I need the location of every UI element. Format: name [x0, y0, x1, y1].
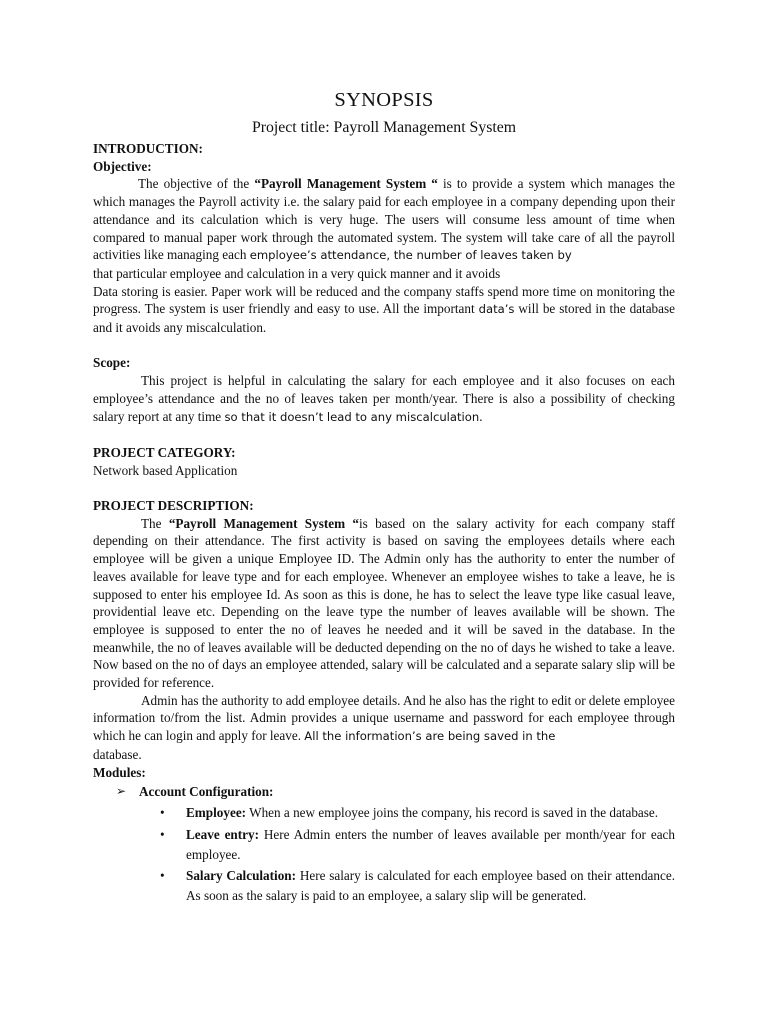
module-text: Here salary is calculated for each employee based on their attendance. As soon as the salary is paid to an employee, a salary slip will be generated.	[186, 868, 675, 904]
bullet-dot-icon: •	[160, 804, 165, 820]
module-text: When a new employee joins the company, his record is saved in the database.	[246, 804, 659, 820]
spacer	[93, 479, 675, 497]
arrow-bullet-icon: ➢	[116, 784, 127, 799]
objective-heading: Objective:	[93, 158, 152, 174]
category-heading: PROJECT CATEGORY:	[93, 444, 236, 460]
module-label: Salary Calculation:	[186, 868, 297, 884]
document-title: SYNOPSIS	[334, 89, 434, 111]
objective-system-name: “Payroll Management System “	[254, 176, 438, 192]
list-item	[93, 825, 675, 865]
module-label: Leave entry:	[186, 826, 259, 842]
objective-text-rest: is to provide a system which manages the which manages the Payroll activity i.e. the salary paid for each employee in a company depending upon their attendance and its calculation which is very huge. The users will consume less amount of time when compared to manual paper work through the automated system. The system will take care of all the payroll activities like managing each	[93, 176, 675, 263]
objective-text-start: The objective of the	[138, 176, 255, 192]
description-text-rest: is based on the salary activity for each company staff depending on their attendance. The first activity is based on saving the employees details where each employee will be given a unique Employee ID. The Admin only has the authority to enter the number of leaves available for leave type and for each employee. Whenever an employee wishes to take a leave, he is supposed to enter his employee Id. As soon as this is done, he has to select the leave type like casual leave, providential leave etc. Depending on the leave type the number of leaves available will be shown. The employee is supposed to enter the no of leaves he needed and it will be saved in the database. In the meanwhile, the no of leaves available will be deducted depending on the no of days he wished to take a leave. Now based on the no of days an employee attended, salary will be calculated and a separate salary slip will be provided for reference.	[93, 515, 675, 691]
objective-paragraph	[93, 175, 675, 265]
scope-text-sans: so that it doesn’t lead to any miscalculation	[224, 409, 480, 424]
spacer	[93, 337, 675, 355]
description-text-start: The	[141, 515, 169, 531]
list-item	[93, 866, 675, 906]
admin-paragraph-end: database.	[93, 746, 142, 762]
scope-text: This project is helpful in calculating the salary for each employee and it also focuses on each employee’s attendance and the no of leaves taken per month/year. There is also a possibility of checking salary report at any time	[93, 373, 675, 424]
data-storing-text: Data storing is easier. Paper work will be reduced and the company staffs spend more time on monitoring the progress. The system is user friendly and easy to use. All the important	[93, 283, 675, 317]
admin-text-sans: All the information’s are being saved in the	[304, 729, 556, 744]
project-title: Project title: Payroll Management System	[251, 119, 517, 136]
spacer	[93, 426, 675, 444]
scope-text-end: .	[479, 408, 483, 424]
scope-heading: Scope:	[93, 355, 131, 371]
description-heading: PROJECT DESCRIPTION:	[93, 498, 254, 514]
introduction-heading: INTRODUCTION:	[93, 141, 203, 156]
category-value: Network based Application	[93, 462, 238, 478]
account-configuration-item	[93, 783, 675, 801]
objective-text-sans: employee’s attendance, the number of leaves taken by	[249, 248, 572, 263]
data-storing-paragraph	[93, 283, 675, 337]
list-item	[93, 803, 675, 823]
admin-paragraph	[93, 692, 675, 746]
module-text: Here Admin enters the number of leaves available per month/year for each employee.	[186, 826, 675, 862]
modules-list	[93, 803, 675, 906]
module-label: Employee:	[186, 804, 247, 820]
data-storing-end: will be stored in the database and it avoids any miscalculation.	[93, 301, 675, 336]
admin-text: Admin has the authority to add employee details. And he also has the right to edit or delete employee information to/from the list. Admin provides a unique username and password for each employee through which he can login and apply for leave.	[93, 692, 675, 744]
description-system-name: “Payroll Management System “	[168, 515, 359, 531]
objective-paragraph-end: that particular employee and calculation in a very quick manner and it avoids	[93, 265, 501, 281]
data-storing-sans: data’s	[478, 302, 515, 317]
scope-paragraph	[93, 372, 675, 426]
bullet-dot-icon: •	[160, 826, 165, 842]
description-paragraph	[93, 515, 675, 692]
account-configuration-heading: Account Configuration:	[139, 784, 274, 800]
document-page	[93, 88, 675, 908]
modules-heading: Modules:	[93, 764, 146, 780]
bullet-dot-icon: •	[160, 868, 165, 884]
